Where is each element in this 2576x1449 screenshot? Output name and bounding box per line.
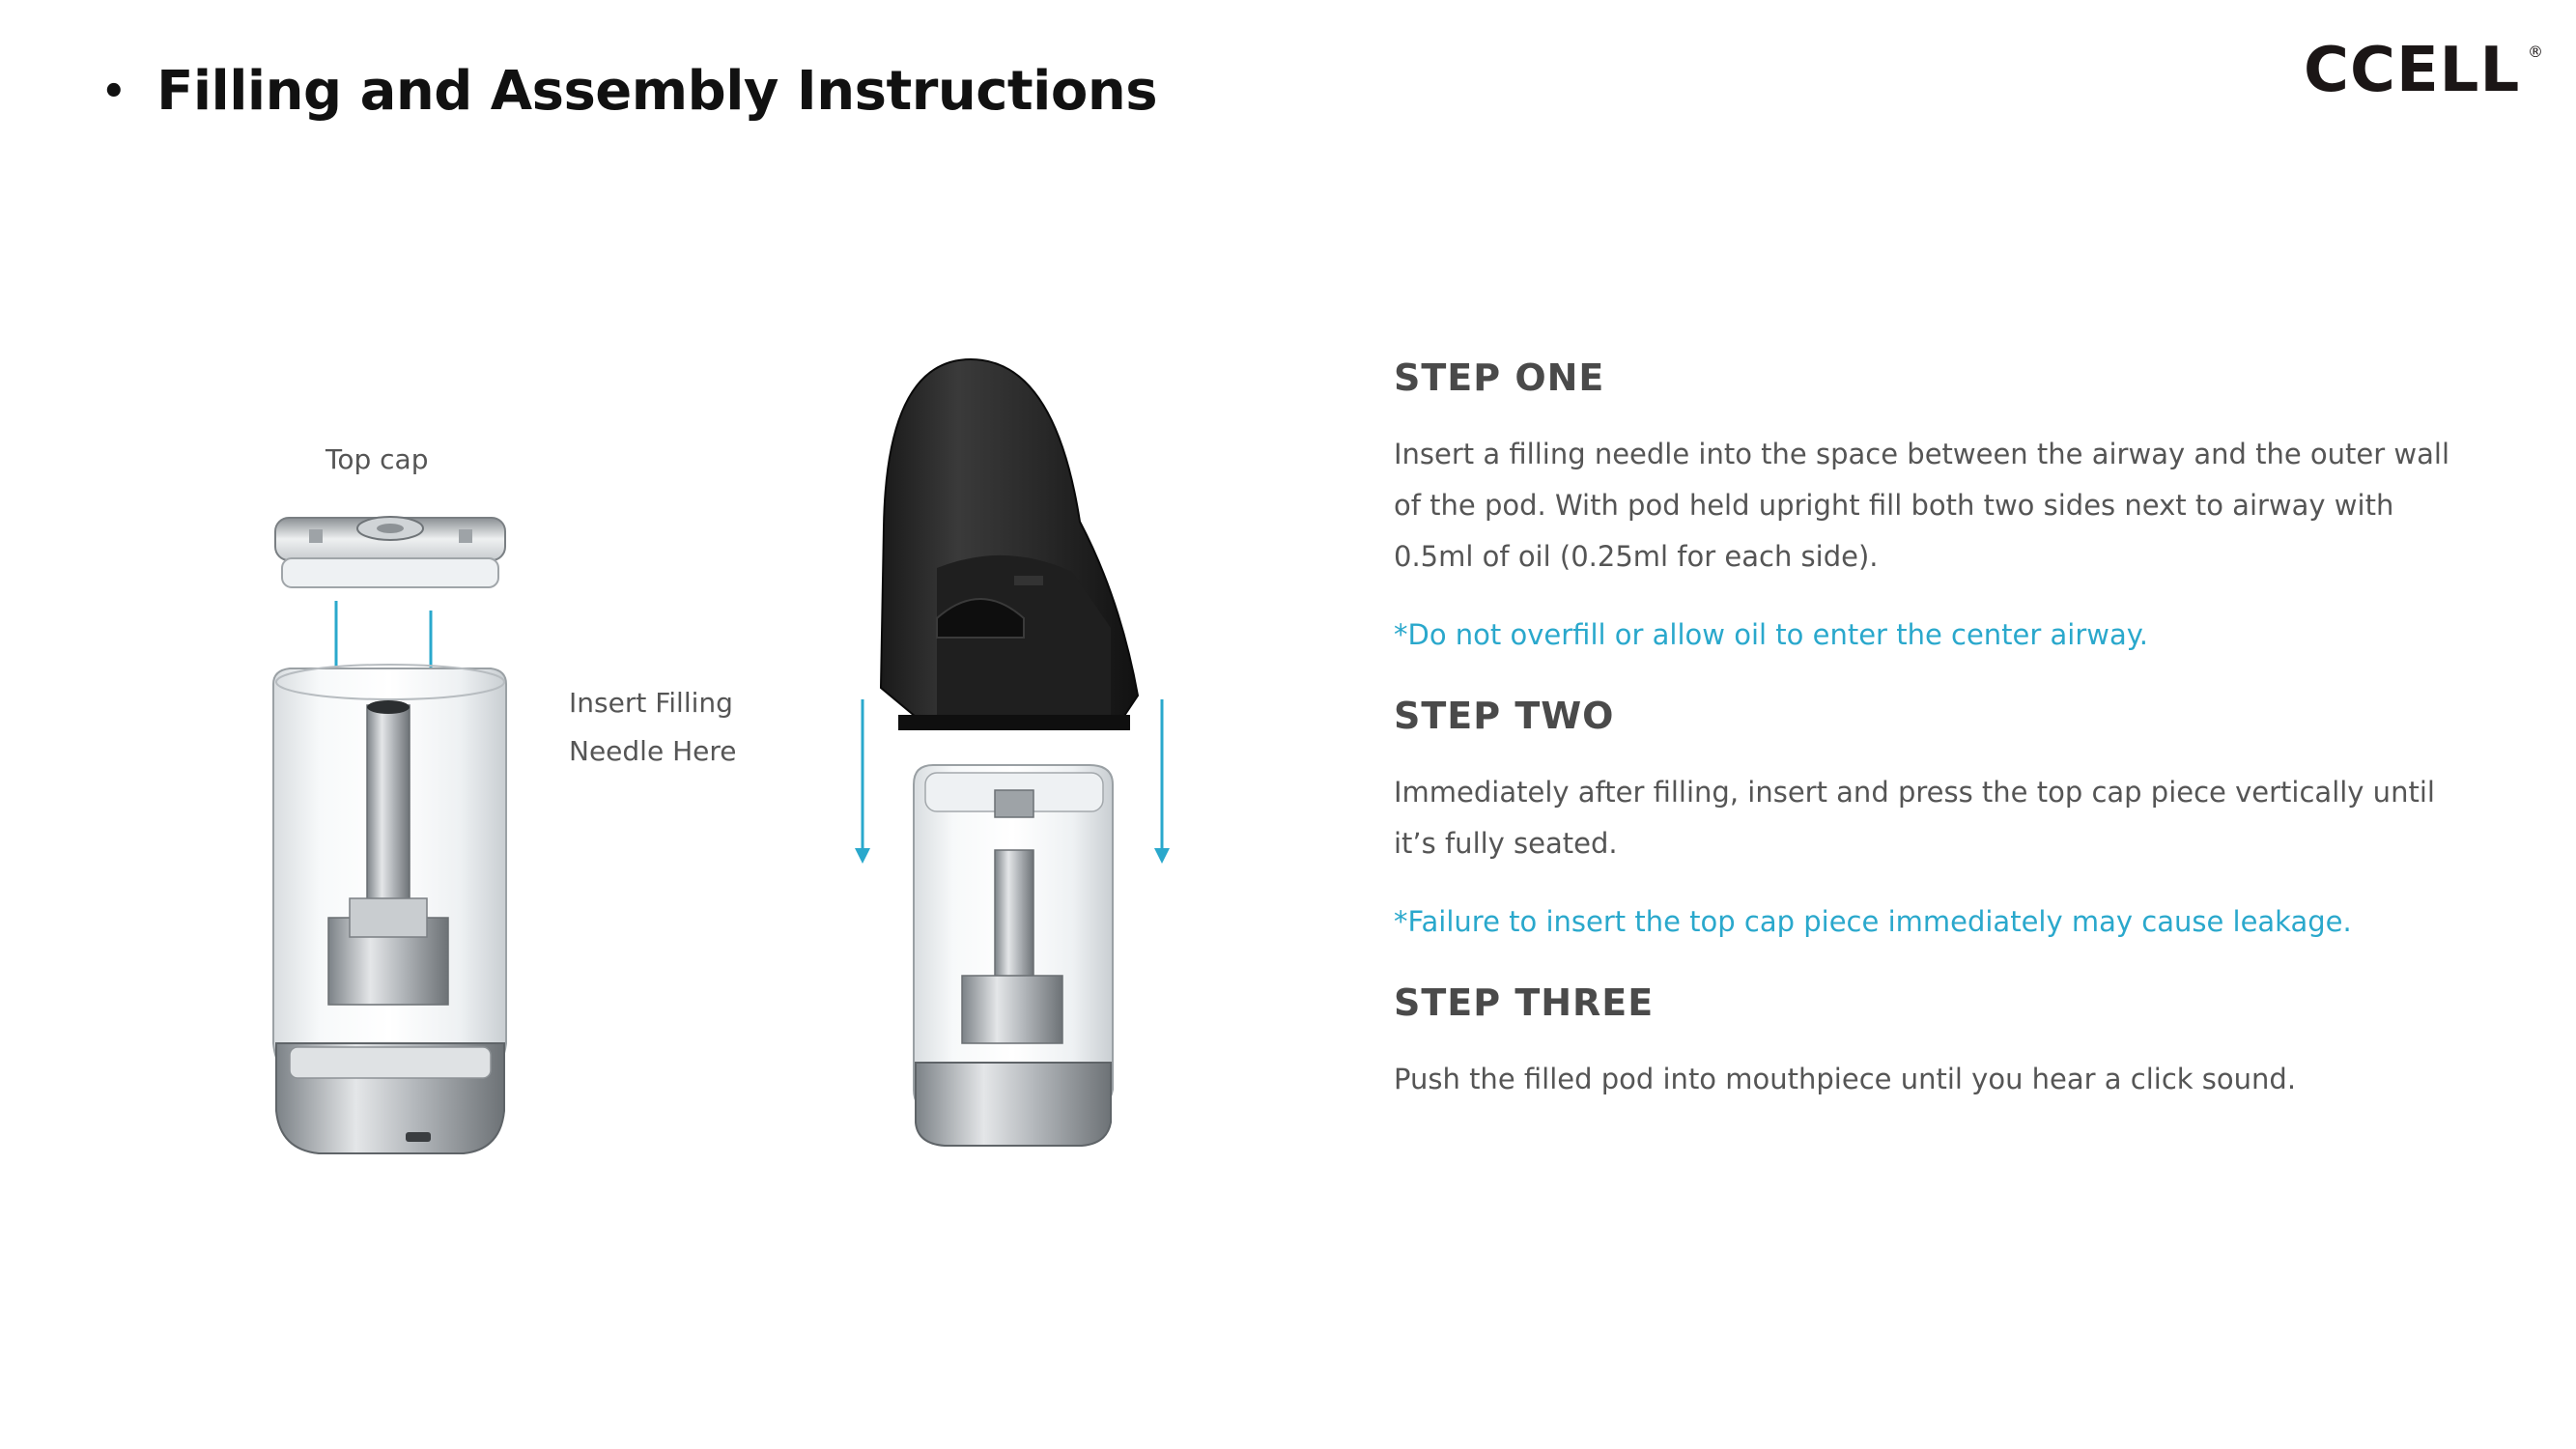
step-two-note: *Failure to insert the top cap piece immediately may cause leakage. (1394, 905, 2352, 938)
page-title-text: Filling and Assembly Instructions (156, 60, 1158, 123)
step-one-body: Insert a filling needle into the space between the airway and the outer wall of the pod. With pod held upright fill both two sides next to airway with 0.5ml of oil (0.25ml for each side). (1394, 438, 2450, 573)
needle-label-line1: Insert Filling (569, 687, 733, 719)
mouthpiece (881, 359, 1138, 730)
step-three-body: Push the filled pod into mouthpiece until you hear a click sound. (1394, 1063, 2297, 1095)
step-two-heading: STEP TWO (1394, 695, 1615, 737)
step-three-heading: STEP THREE (1394, 981, 1655, 1024)
logo-text: CCELL (2304, 35, 2521, 106)
registered-mark: ® (2528, 43, 2544, 61)
top-cap-part (275, 517, 505, 587)
assembly-illustration (0, 0, 1256, 1208)
needle-label-line2: Needle Here (569, 735, 737, 767)
assembled-pod (914, 765, 1113, 1146)
step-one-note: *Do not overfill or allow oil to enter the center airway. (1394, 618, 2149, 651)
top-cap-label: Top cap (326, 443, 429, 475)
open-pod-body (273, 665, 506, 1153)
ccell-logo (2304, 35, 2544, 106)
steps-panel (1394, 348, 2476, 1105)
step-one-heading: STEP ONE (1394, 356, 1605, 399)
title-bullet: • (101, 69, 127, 114)
step-two-body: Immediately after filling, insert and press the top cap piece vertically until it’s fully seated. (1394, 776, 2435, 860)
